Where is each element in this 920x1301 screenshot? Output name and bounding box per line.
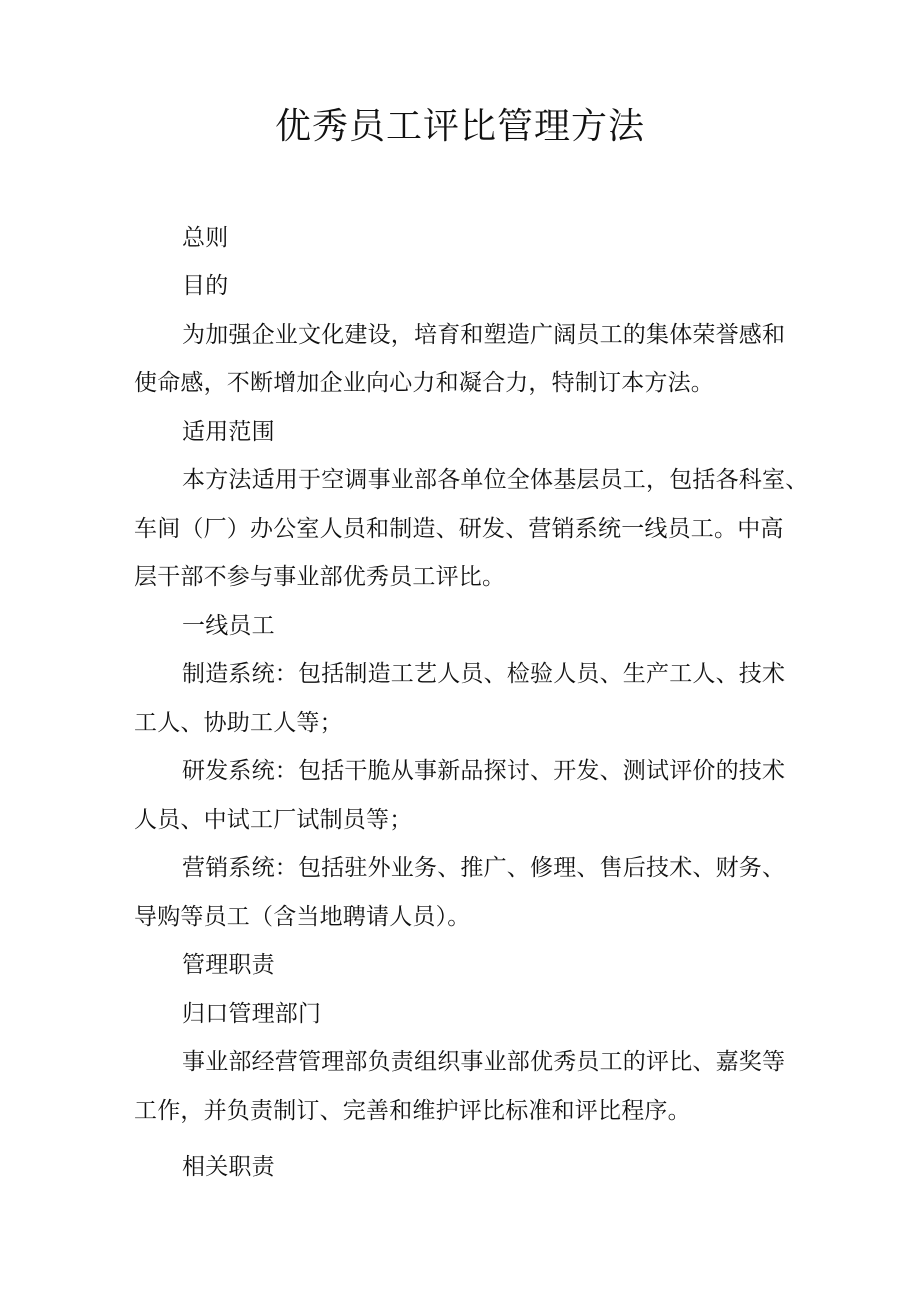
paragraph-line: 工人、协助工人等； (134, 710, 343, 736)
paragraph-line: 使命感，不断增加企业向心力和凝合力，特制订本方法。 (134, 370, 714, 396)
heading-purpose: 目的 (182, 273, 229, 299)
paragraph-line: 工作，并负责制订、完善和维护评比标准和评比程序。 (134, 1098, 691, 1124)
paragraph-line: 制造系统：包括制造工艺人员、检验人员、生产工人、技术 (182, 661, 786, 687)
heading-general-provisions: 总则 (182, 225, 229, 251)
paragraph-line: 车间（厂）办公室人员和制造、研发、营销系统一线员工。中高 (134, 516, 784, 542)
paragraph-line: 事业部经营管理部负责组织事业部优秀员工的评比、嘉奖等 (182, 1049, 786, 1075)
heading-frontline-staff: 一线员工 (182, 613, 275, 639)
paragraph-line: 研发系统：包括干脆从事新品探讨、开发、测试评价的技术 (182, 758, 786, 784)
document-title: 优秀员工评比管理方法 (274, 106, 645, 147)
paragraph-line: 本方法适用于空调事业部各单位全体基层员工，包括各科室、 (182, 467, 809, 493)
heading-responsible-department: 归口管理部门 (182, 1001, 322, 1027)
paragraph-line: 营销系统：包括驻外业务、推广、修理、售后技术、财务、 (182, 855, 786, 881)
paragraph-line: 人员、中试工厂试制员等； (134, 807, 413, 833)
heading-scope: 适用范围 (182, 419, 275, 445)
heading-management-duties: 管理职责 (182, 952, 275, 978)
heading-related-duties: 相关职责 (182, 1154, 275, 1180)
paragraph-line: 为加强企业文化建设，培育和塑造广阔员工的集体荣誉感和 (182, 322, 786, 348)
paragraph-line: 导购等员工（含当地聘请人员）。 (134, 904, 471, 930)
paragraph-line: 层干部不参与事业部优秀员工评比。 (134, 564, 506, 590)
